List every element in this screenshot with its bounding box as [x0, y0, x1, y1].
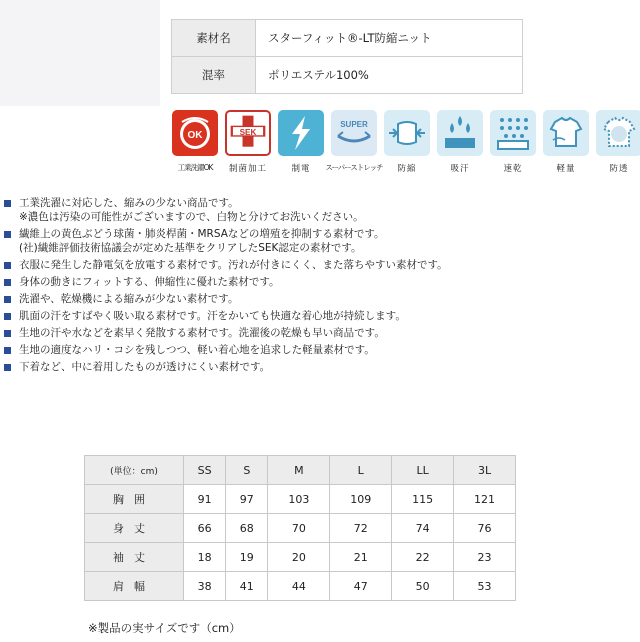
unit-label: (単位：cm) [85, 456, 184, 485]
icon-label: スーパーストレッチ [325, 163, 383, 172]
icon-item [596, 110, 640, 174]
super-text: SUPER [340, 120, 368, 129]
shrink-proof-icon [384, 110, 430, 156]
table-row [85, 485, 516, 514]
lightweight-icon [543, 110, 589, 156]
icon-item [172, 110, 218, 174]
table-cell: 66 [184, 514, 226, 543]
row-label: 肩幅 [85, 572, 184, 601]
table-cell: 76 [454, 514, 516, 543]
icon-label: 制電 [291, 164, 311, 174]
table-cell: 91 [184, 485, 226, 514]
table-cell: 19 [226, 543, 268, 572]
table-cell: 70 [268, 514, 330, 543]
super-stretch-icon [331, 110, 377, 156]
material-spec-table [171, 19, 523, 94]
bullet-icon [4, 364, 11, 371]
bullet-icon [4, 347, 11, 354]
table-row [85, 543, 516, 572]
table-row [85, 572, 516, 601]
size-header-row [85, 456, 516, 485]
bullet-icon [4, 262, 11, 269]
bullet-icon [4, 200, 11, 207]
table-cell: 50 [392, 572, 454, 601]
list-item [4, 360, 634, 374]
bullet-icon [4, 231, 11, 238]
feature-text: 肌面の汗をすばやく吸い取る素材です。汗をかいても快適な着心地が持続します。 [19, 310, 406, 322]
spec-value: ポリエステル100% [256, 57, 523, 94]
table-cell: 72 [330, 514, 392, 543]
table-cell: 74 [392, 514, 454, 543]
list-item [4, 309, 634, 323]
size-header: S [226, 456, 268, 485]
feature-text: 生地の適度なハリ・コシを残しつつ、軽い着心地を追求した軽量素材です。 [19, 344, 375, 356]
list-item [4, 343, 634, 357]
quick-dry-icon [490, 110, 536, 156]
table-cell: 121 [454, 485, 516, 514]
feature-subtext: (社)繊維評価技術協議会が定めた基準をクリアしたSEK認定の素材です。 [19, 242, 362, 254]
table-cell: 22 [392, 543, 454, 572]
row-label: 身丈 [85, 514, 184, 543]
product-photo [0, 0, 160, 106]
icon-item [225, 110, 271, 174]
icon-label: 速乾 [503, 164, 523, 174]
feature-text: 洗濯や、乾燥機による縮みが少ない素材です。 [19, 293, 239, 305]
list-item [4, 292, 634, 306]
table-cell: 53 [454, 572, 516, 601]
spec-label: 素材名 [172, 20, 256, 57]
size-header: 3L [454, 456, 516, 485]
table-cell: 41 [226, 572, 268, 601]
table-cell: 44 [268, 572, 330, 601]
feature-text: 生地の汗や水などを素早く発散する素材です。洗濯後の乾燥も早い商品です。 [19, 327, 385, 339]
row-label: 胸囲 [85, 485, 184, 514]
table-cell: 97 [226, 485, 268, 514]
bullet-icon [4, 313, 11, 320]
icon-label: 吸汗 [450, 164, 470, 174]
feature-text: 繊維上の黄色ぶどう球菌・肺炎桿菌・MRSAなどの増殖を抑制する素材です。 [19, 228, 385, 240]
size-header: L [330, 456, 392, 485]
icon-label: 軽量 [556, 164, 576, 174]
spec-label: 混率 [172, 57, 256, 94]
feature-text: 下着など、中に着用したものが透けにくい素材です。 [19, 361, 271, 373]
antistatic-icon [278, 110, 324, 156]
bullet-icon [4, 330, 11, 337]
icon-item [325, 110, 383, 174]
table-row [85, 514, 516, 543]
size-header: M [268, 456, 330, 485]
table-cell: 18 [184, 543, 226, 572]
feature-icons [172, 110, 638, 174]
table-cell: 68 [226, 514, 268, 543]
feature-text: 工業洗濯に対応した、縮みの少ない商品です。 [19, 197, 239, 209]
spec-row-material [172, 20, 523, 57]
feature-list [4, 196, 634, 377]
size-note: ※製品の実サイズです（cm） [88, 621, 241, 635]
table-cell: 20 [268, 543, 330, 572]
icon-label: 防透 [609, 164, 629, 174]
spec-value: スターフィット®-LT防縮ニット [256, 20, 523, 57]
icon-label: 工業洗濯OK [177, 163, 213, 172]
list-item [4, 326, 634, 340]
feature-subtext: ※濃色は汚染の可能性がございますので、白物と分けてお洗いください。 [19, 211, 364, 223]
icon-item [384, 110, 430, 174]
size-header: LL [392, 456, 454, 485]
icon-item [543, 110, 589, 174]
list-item [4, 258, 634, 272]
icon-label: 防縮 [397, 164, 417, 174]
size-table [84, 455, 516, 601]
size-header: SS [184, 456, 226, 485]
table-cell: 47 [330, 572, 392, 601]
icon-item [490, 110, 536, 174]
list-item [4, 196, 634, 224]
icon-item [437, 110, 483, 174]
row-label: 袖丈 [85, 543, 184, 572]
spec-row-blend [172, 57, 523, 94]
icon-label: 制菌加工 [228, 164, 267, 174]
feature-text: 身体の動きにフィットする、伸縮性に優れた素材です。 [19, 276, 280, 288]
table-cell: 115 [392, 485, 454, 514]
ok-wash-icon [172, 110, 218, 156]
table-cell: 38 [184, 572, 226, 601]
table-cell: 21 [330, 543, 392, 572]
list-item [4, 227, 634, 255]
list-item [4, 275, 634, 289]
table-cell: 109 [330, 485, 392, 514]
see-through-proof-icon [596, 110, 640, 156]
table-cell: 23 [454, 543, 516, 572]
icon-item [278, 110, 324, 174]
sek-text: SEK [239, 127, 257, 137]
ok-text: OK [187, 130, 203, 141]
sek-icon [225, 110, 271, 156]
absorb-icon [437, 110, 483, 156]
bullet-icon [4, 296, 11, 303]
table-cell: 103 [268, 485, 330, 514]
bullet-icon [4, 279, 11, 286]
feature-text: 衣服に発生した静電気を放電する素材です。汚れが付きにくく、また落ちやすい素材です。 [19, 259, 448, 271]
